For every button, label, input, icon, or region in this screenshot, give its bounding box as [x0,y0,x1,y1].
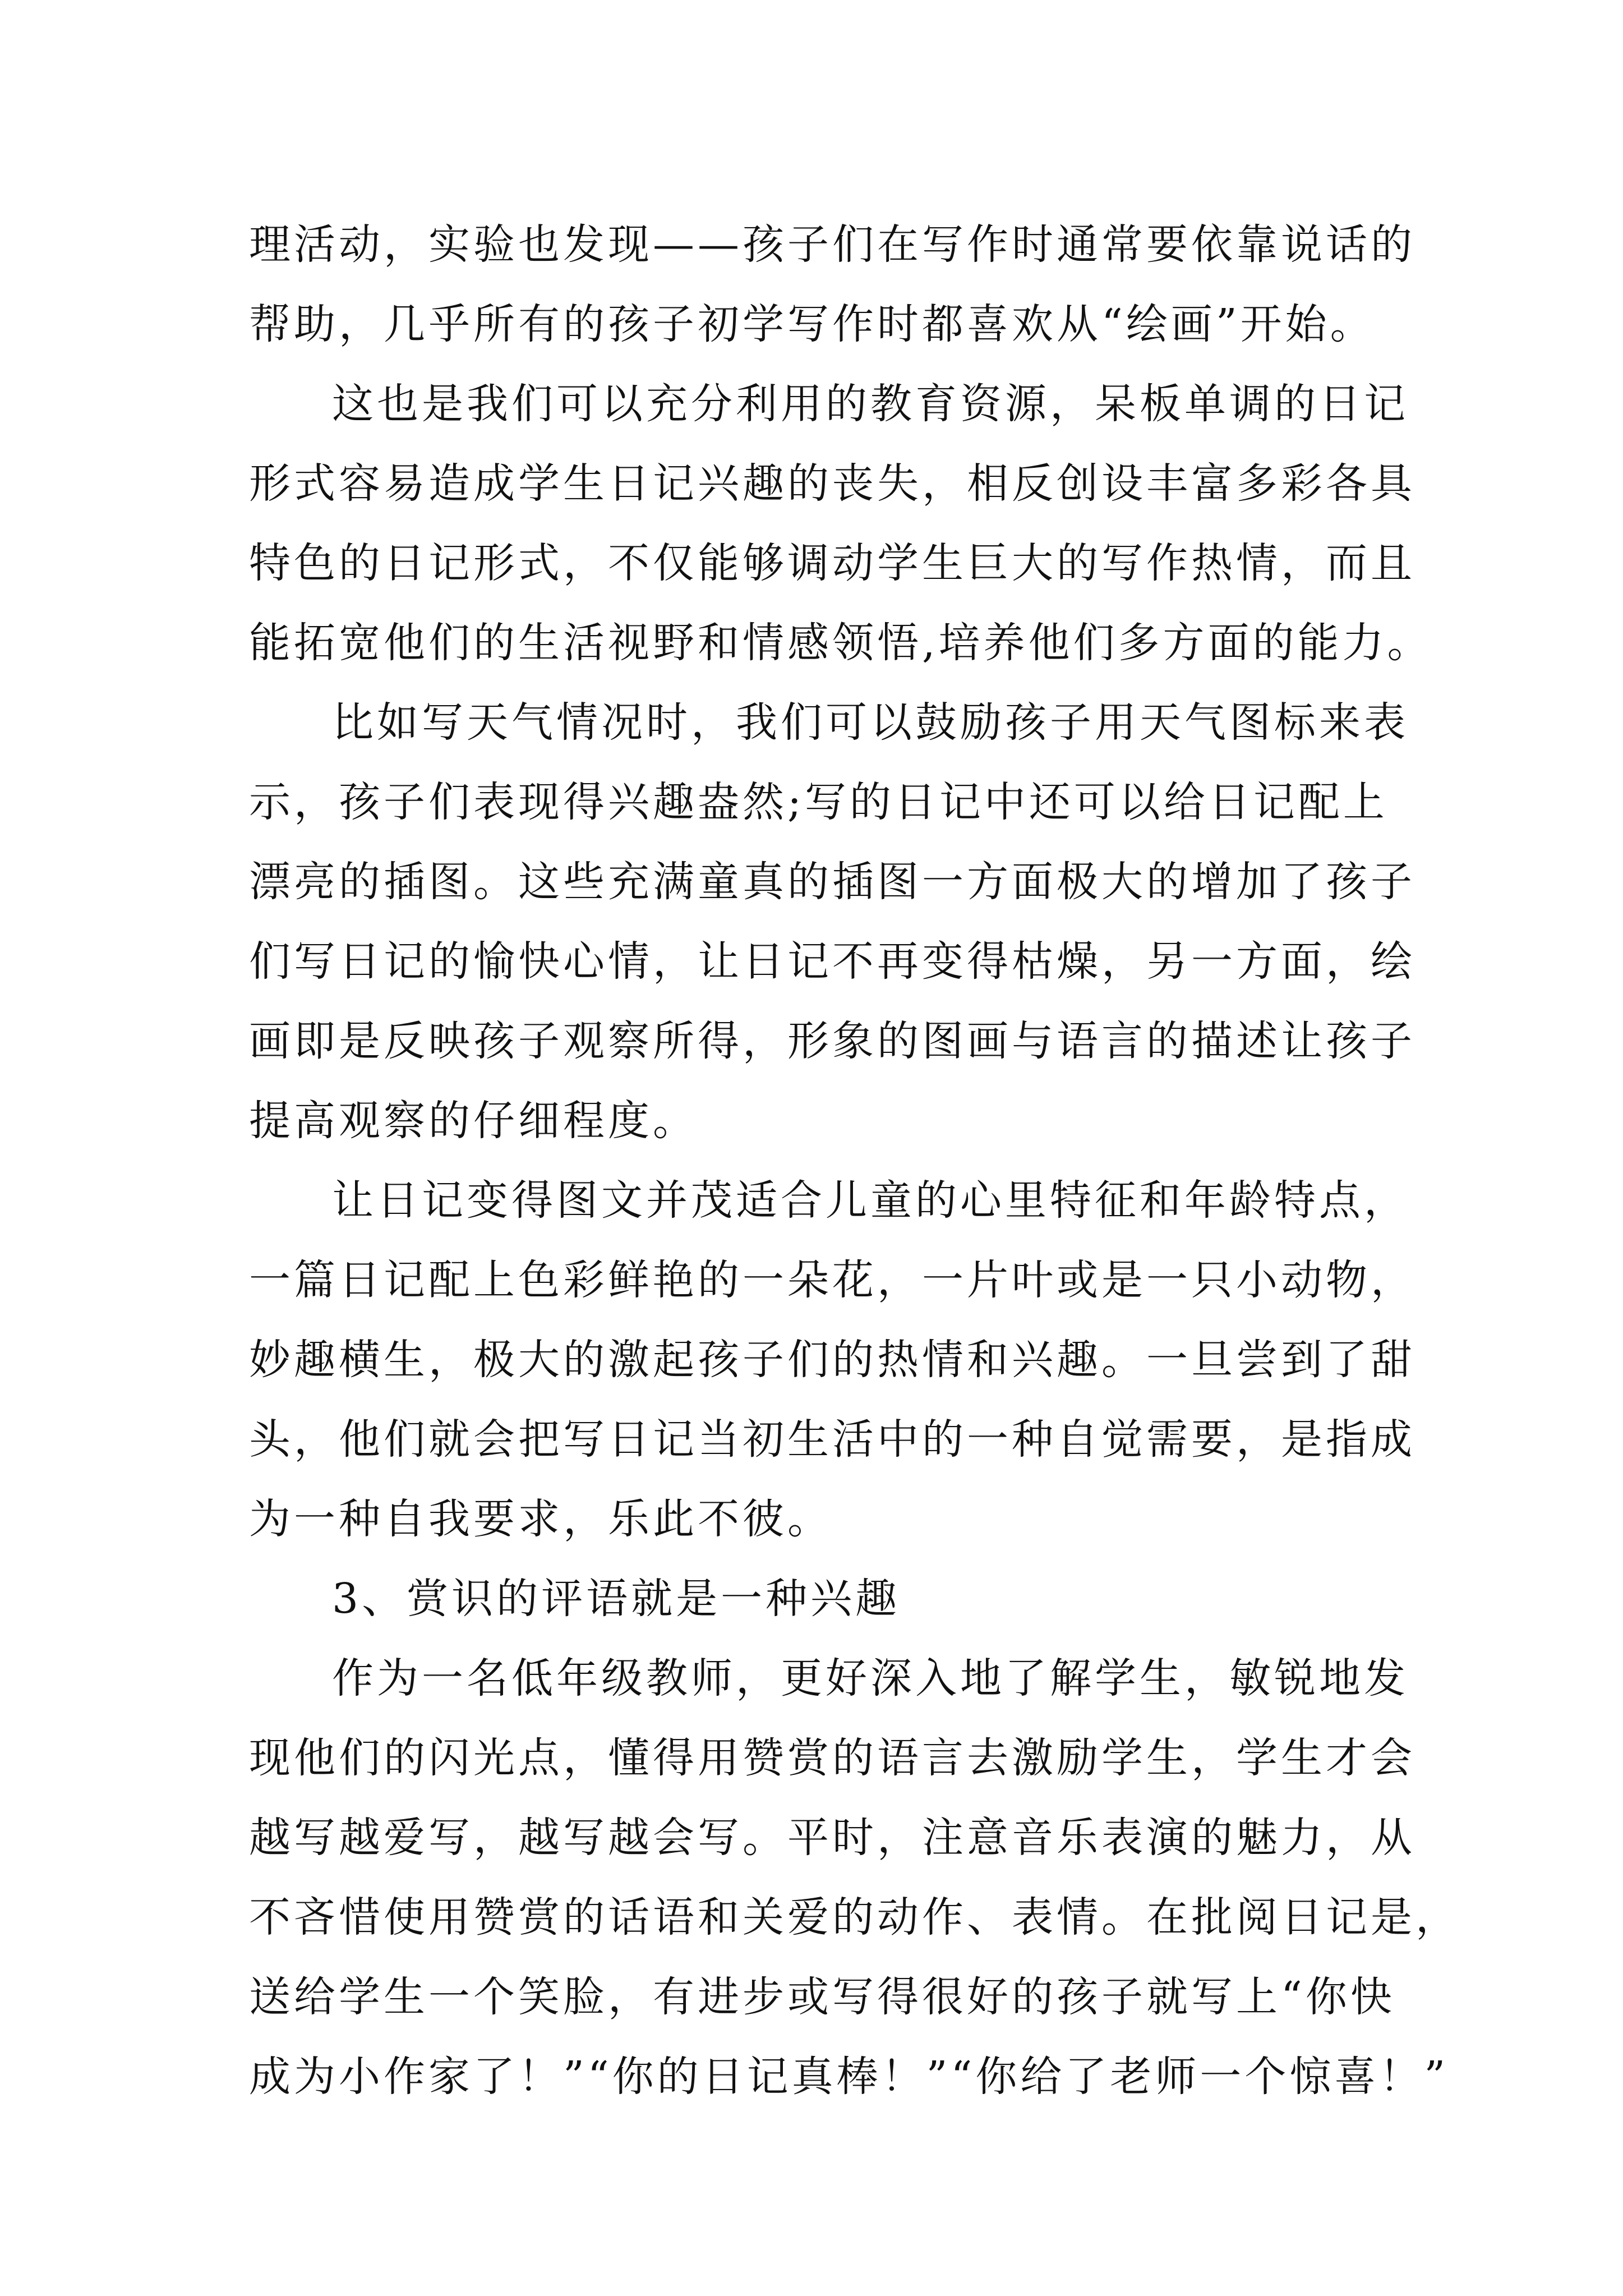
text-line: 能拓宽他们的生活视野和情感领悟,培养他们多方面的能力。 [249,619,1432,667]
text-line: 漂亮的插图。这些充满童真的插图一方面极大的增加了孩子 [249,858,1415,906]
text-line: 成为小作家了！”“你的日记真棒！”“你给了老师一个惊喜！” [249,2053,1449,2101]
text-line: 越写越爱写，越写越会写。平时，注意音乐表演的魅力，从 [249,1814,1415,1862]
document-body [249,205,1460,2116]
section-heading: 3、赏识的评语就是一种兴趣 [332,1575,901,1623]
text-line: 不吝惜使用赞赏的话语和关爱的动作、表情。在批阅日记是， [249,1893,1460,1941]
text-line: 为一种自我要求，乐此不彼。 [249,1495,832,1543]
text-line: 送给学生一个笑脸，有进步或写得很好的孩子就写上“你快 [249,1973,1395,2021]
paragraph-start-line: 让日记变得图文并茂适合儿童的心里特征和年龄特点， [332,1176,1409,1225]
text-line: 一篇日记配上色彩鲜艳的一朵花，一片叶或是一只小动物， [249,1256,1415,1304]
text-line: 头，他们就会把写日记当初生活中的一种自觉需要，是指成 [249,1415,1415,1464]
text-line: 画即是反映孩子观察所得，形象的图画与语言的描述让孩子 [249,1017,1415,1065]
paragraph-start-line: 比如写天气情况时，我们可以鼓励孩子用天气图标来表 [332,698,1409,747]
text-line: 理活动，实验也发现——孩子们在写作时通常要依靠说话的 [249,220,1415,269]
text-line: 现他们的闪光点，懂得用赞赏的语言去激励学生，学生才会 [249,1734,1415,1782]
text-line: 帮助，几乎所有的孩子初学写作时都喜欢从“绘画”开始。 [249,300,1375,348]
paragraph-start-line: 这也是我们可以充分利用的教育资源，呆板单调的日记 [332,380,1409,428]
text-line: 提高观察的仔细程度。 [249,1097,698,1145]
text-line: 示，孩子们表现得兴趣盎然;写的日记中还可以给日记配上 [249,778,1388,826]
text-line: 们写日记的愉快心情，让日记不再变得枯燥，另一方面，绘 [249,937,1415,986]
text-line: 特色的日记形式，不仅能够调动学生巨大的写作热情，而且 [249,539,1415,587]
paragraph-start-line: 作为一名低年级教师，更好深入地了解学生，敏锐地发 [332,1654,1409,1703]
text-line: 妙趣横生，极大的激起孩子们的热情和兴趣。一旦尝到了甜 [249,1336,1415,1384]
text-line: 形式容易造成学生日记兴趣的丧失，相反创设丰富多彩各具 [249,459,1415,508]
